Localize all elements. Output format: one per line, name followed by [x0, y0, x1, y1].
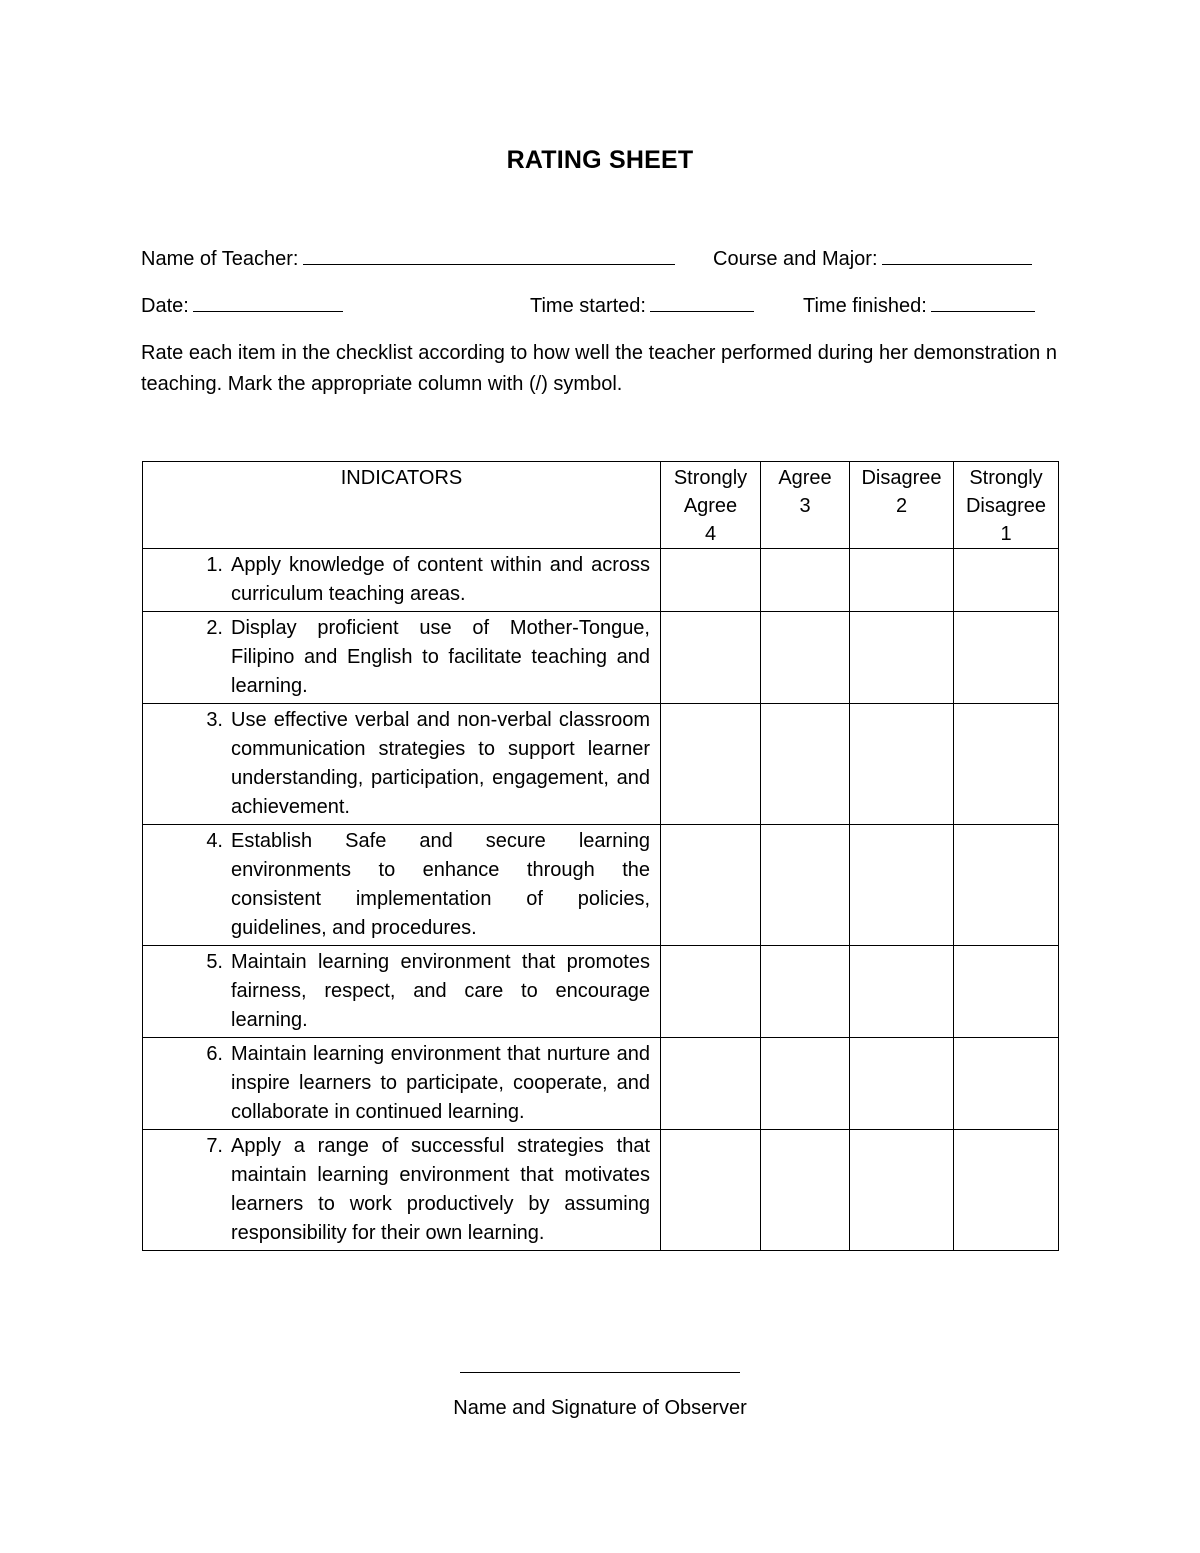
- item-text: Use effective verbal and non-verbal classroom communication strategies to support learner understanding, participation, engagement, and achievement.: [231, 709, 650, 818]
- rating-cell-1[interactable]: [954, 1038, 1059, 1130]
- rating-cell-1[interactable]: [954, 612, 1059, 704]
- signature-line[interactable]: [460, 1372, 740, 1373]
- rating-cell-4[interactable]: [661, 549, 761, 612]
- rating-cell-3[interactable]: [761, 549, 850, 612]
- indicator-cell: [143, 704, 661, 825]
- item-number: 4.: [206, 830, 223, 852]
- rating-cell-1[interactable]: [954, 825, 1059, 946]
- header-label: Strongly Disagree: [965, 467, 1047, 517]
- item-number: 7.: [206, 1135, 223, 1157]
- item-number: 1.: [206, 554, 223, 576]
- rating-cell-4[interactable]: [661, 1130, 761, 1251]
- course-major-row: [713, 246, 1032, 271]
- rating-cell-3[interactable]: [761, 612, 850, 704]
- rating-table: [142, 461, 1059, 1251]
- rating-cell-2[interactable]: [850, 1130, 954, 1251]
- header-disagree: [850, 462, 954, 549]
- header-value: 3: [799, 495, 811, 517]
- rating-cell-2[interactable]: [850, 825, 954, 946]
- time-started-label: Time started:: [530, 295, 646, 317]
- header-value: 4: [704, 523, 717, 545]
- indicator-cell: [143, 612, 661, 704]
- date-label: Date:: [141, 295, 189, 317]
- signature-caption: Name and Signature of Observer: [453, 1397, 747, 1419]
- instructions: Rate each item in the checklist according to how well the teacher performed during her demonstration n teaching. Mark the appropriate column with (/) symbol.: [141, 342, 1057, 395]
- rating-cell-4[interactable]: [661, 704, 761, 825]
- item-number: 2.: [206, 617, 223, 639]
- rating-cell-4[interactable]: [661, 946, 761, 1038]
- table-row: [143, 1130, 1059, 1251]
- item-text: Maintain learning environment that nurture and inspire learners to participate, cooperate, and collaborate in continued learning.: [231, 1043, 650, 1123]
- item-text: Display proficient use of Mother-Tongue, Filipino and English to facilitate teaching and learning.: [231, 617, 650, 697]
- item-number: 6.: [206, 1043, 223, 1065]
- rating-cell-2[interactable]: [850, 704, 954, 825]
- item-text: Apply knowledge of content within and across curriculum teaching areas.: [231, 554, 650, 605]
- page-title: RATING SHEET: [506, 146, 694, 174]
- rating-cell-3[interactable]: [761, 1038, 850, 1130]
- table-row: [143, 946, 1059, 1038]
- header-agree: [761, 462, 850, 549]
- item-number: 3.: [206, 709, 223, 731]
- rating-cell-4[interactable]: [661, 825, 761, 946]
- indicator-cell: [143, 1038, 661, 1130]
- time-finished-field[interactable]: [931, 293, 1035, 312]
- rating-cell-2[interactable]: [850, 1038, 954, 1130]
- rating-cell-3[interactable]: [761, 704, 850, 825]
- time-started-row: [530, 293, 754, 318]
- item-text: Maintain learning environment that promotes fairness, respect, and care to encourage learning.: [231, 951, 650, 1031]
- rating-cell-1[interactable]: [954, 946, 1059, 1038]
- item-text: Establish Safe and secure learning environments to enhance through the consistent implementation of policies, guidelines, and procedures.: [231, 830, 650, 939]
- header-strongly-disagree: [954, 462, 1059, 549]
- rating-cell-4[interactable]: [661, 612, 761, 704]
- table-row: [143, 612, 1059, 704]
- indicator-cell: [143, 549, 661, 612]
- rating-cell-1[interactable]: [954, 1130, 1059, 1251]
- course-major-field[interactable]: [882, 246, 1032, 265]
- item-text: Apply a range of successful strategies that maintain learning environment that motivates learners to work productively by assuming responsibility for their own learning.: [231, 1135, 650, 1244]
- rating-cell-2[interactable]: [850, 549, 954, 612]
- header-label: Agree: [778, 467, 832, 489]
- date-row: [141, 293, 343, 318]
- table-row: [143, 704, 1059, 825]
- rating-cell-2[interactable]: [850, 612, 954, 704]
- indicators-header: INDICATORS: [143, 462, 661, 549]
- indicator-cell: [143, 825, 661, 946]
- rating-cell-3[interactable]: [761, 1130, 850, 1251]
- indicator-cell: [143, 946, 661, 1038]
- teacher-name-row: [141, 246, 675, 271]
- rating-cell-2[interactable]: [850, 946, 954, 1038]
- header-value: 2: [895, 495, 908, 517]
- header-label: Disagree: [861, 467, 942, 489]
- rating-cell-1[interactable]: [954, 704, 1059, 825]
- table-row: [143, 825, 1059, 946]
- rating-cell-3[interactable]: [761, 825, 850, 946]
- header-label: Strongly Agree: [673, 467, 748, 517]
- time-finished-row: [803, 293, 1035, 318]
- rating-cell-4[interactable]: [661, 1038, 761, 1130]
- rating-cell-1[interactable]: [954, 549, 1059, 612]
- header-value: 1: [1000, 523, 1012, 545]
- rating-cell-3[interactable]: [761, 946, 850, 1038]
- teacher-name-field[interactable]: [303, 246, 675, 265]
- indicator-cell: [143, 1130, 661, 1251]
- table-header-row: [143, 462, 1059, 549]
- item-number: 5.: [206, 951, 223, 973]
- header-strongly-agree: [661, 462, 761, 549]
- table-row: [143, 1038, 1059, 1130]
- course-major-label: Course and Major:: [713, 248, 878, 270]
- table-row: [143, 549, 1059, 612]
- date-field[interactable]: [193, 293, 343, 312]
- time-finished-label: Time finished:: [803, 295, 927, 317]
- teacher-name-label: Name of Teacher:: [141, 248, 299, 270]
- time-started-field[interactable]: [650, 293, 754, 312]
